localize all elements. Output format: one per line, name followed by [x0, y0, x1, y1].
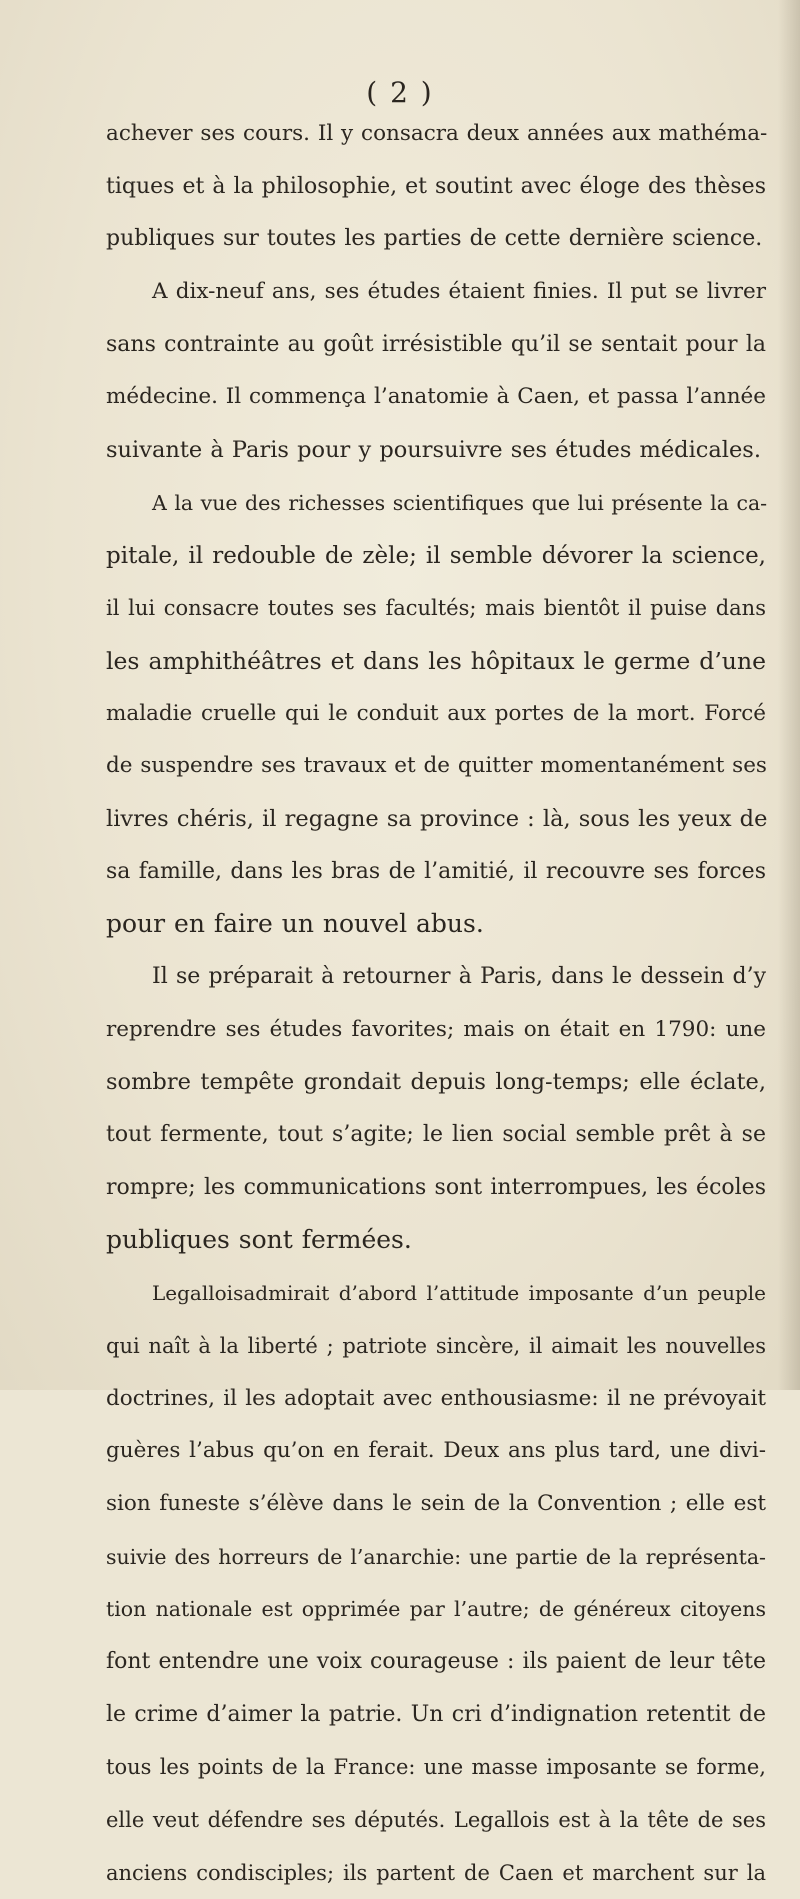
text-line: font entendre une voix courageuse : ils paient de leur tête	[106, 1648, 766, 1674]
text-line: achever ses cours. Il y consacra deux années aux mathéma-	[106, 121, 768, 146]
text-line: reprendre ses études favorites; mais on était en 1790: une	[106, 1016, 766, 1042]
page-number: ( 2 )	[366, 76, 434, 109]
text-line: publiques sont fermées.	[106, 1225, 412, 1255]
text-line: tion nationale est opprimée par l’autre; de généreux citoyens	[106, 1597, 766, 1622]
text-line: pour en faire un nouvel abus.	[106, 909, 484, 939]
text-line: sa famille, dans les bras de l’amitié, il recouvre ses forces	[106, 858, 766, 884]
text-line: rompre; les communications sont interrompues, les écoles	[106, 1174, 766, 1200]
text-line: pitale, il redouble de zèle; il semble dévorer la science,	[106, 542, 766, 569]
text-line: il lui consacre toutes ses facultés; mais bientôt il puise dans	[106, 596, 766, 621]
text-line: médecine. Il commença l’anatomie à Caen, et passa l’année	[106, 384, 766, 410]
text-line: qui naît à la liberté ; patriote sincère, il aimait les nouvelles	[106, 1333, 766, 1358]
text-line: anciens condisciples; ils partent de Caen et marchent sur la	[106, 1860, 766, 1885]
text-line: suivante à Paris pour y poursuivre ses études médicales.	[106, 437, 761, 464]
text-line: guères l’abus qu’on en ferait. Deux ans plus tard, une divi-	[106, 1438, 766, 1464]
text-line: Legalloisadmirait d’abord l’attitude imposante d’un peuple	[152, 1281, 766, 1306]
text-line: doctrines, il les adoptait avec enthousiasme: il ne prévoyait	[106, 1385, 766, 1411]
text-line: Il se préparait à retourner à Paris, dans le dessein d’y	[152, 964, 766, 989]
text-line: sion funeste s’élève dans le sein de la Convention ; elle est	[106, 1490, 766, 1516]
page-edge-shadow	[778, 0, 800, 1390]
text-line: tiques et à la philosophie, et soutint avec éloge des thèses	[106, 173, 766, 199]
text-line: de suspendre ses travaux et de quitter momentanément ses	[106, 753, 767, 779]
text-line: sans contrainte au goût irrésistible qu’il se sentait pour la	[106, 331, 766, 357]
text-line: publiques sur toutes les parties de cette dernière science.	[106, 226, 763, 252]
text-line: suivie des horreurs de l’anarchie: une partie de la représenta-	[106, 1544, 766, 1569]
text-line: elle veut défendre ses députés. Legallois est à la tête de ses	[106, 1808, 766, 1832]
text-line: maladie cruelle qui le conduit aux portes de la mort. Forcé	[106, 700, 766, 726]
body-text	[106, 108, 766, 1899]
text-line: tout fermente, tout s’agite; le lien social semble prêt à se	[106, 1122, 766, 1148]
text-line: tous les points de la France: une masse imposante se forme,	[106, 1755, 766, 1780]
text-line: livres chéris, il regagne sa province : là, sous les yeux de	[106, 805, 768, 832]
text-line: A la vue des richesses scientifiques que lui présente la ca-	[152, 490, 768, 515]
text-line: A dix-neuf ans, ses études étaient finies. Il put se livrer	[152, 279, 766, 305]
text-line: les amphithéâtres et dans les hôpitaux le germe d’une	[106, 646, 766, 675]
text-line: sombre tempête grondait depuis long-temps; elle éclate,	[106, 1069, 766, 1096]
text-line: le crime d’aimer la patrie. Un cri d’indignation retentit de	[106, 1701, 766, 1727]
